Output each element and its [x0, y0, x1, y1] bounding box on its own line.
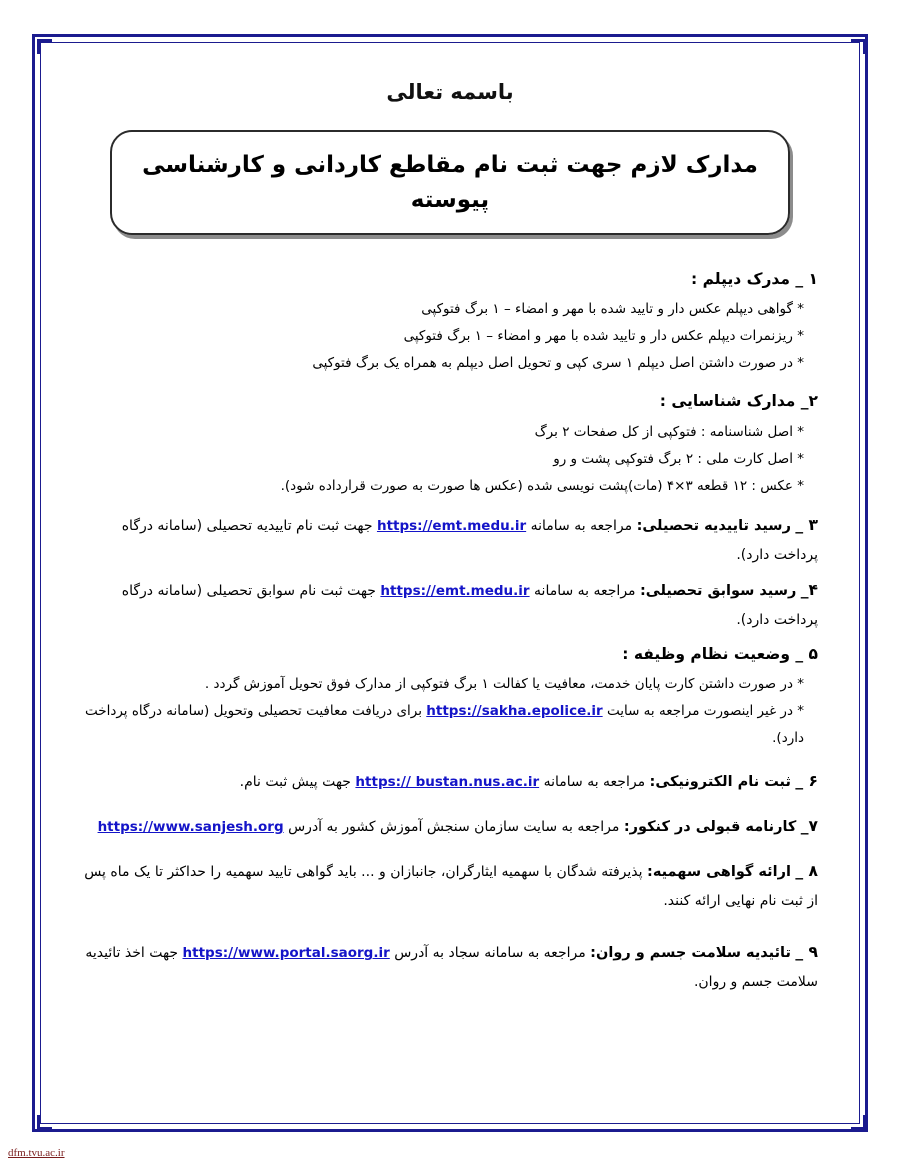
section-text-after: جهت پیش ثبت نام.: [239, 774, 351, 791]
section-number: ۲_: [800, 392, 818, 411]
list-item: * اصل شناسنامه : فتوکپی از کل صفحات ۲ برگ: [534, 423, 804, 440]
section-text-before: مراجعه به سامانه سجاد به آدرس: [394, 945, 586, 962]
link-portal-saorg-ir[interactable]: https://www.portal.saorg.ir: [182, 945, 390, 962]
section-paragraph: [82, 937, 818, 996]
link-emt-medu-ir-records[interactable]: https://emt.medu.ir: [380, 582, 530, 599]
section-identity-documents: [82, 387, 818, 499]
section-lead: ثبت نام الکترونیکی:: [649, 774, 791, 791]
section-number: ۸ _: [795, 862, 818, 881]
section-items: [82, 671, 818, 752]
section-text-after: جهت ثبت نام تاییدیه تحصیلی (سامانه درگاه پرداخت دارد).: [121, 517, 818, 563]
section-lead: رسید تاییدیه تحصیلی:: [636, 517, 791, 534]
list-item-text: * در غیر اینصورت مراجعه به سایت: [606, 703, 804, 720]
link-sakha-epolice-ir[interactable]: https://sakha.epolice.ir: [426, 703, 603, 720]
list-item: * در صورت داشتن اصل دیپلم ۱ سری کپی و تحویل اصل دیپلم به همراه یک برگ فتوکپی: [312, 355, 804, 372]
section-number: ۹ _: [795, 943, 818, 962]
list-item: * در صورت داشتن کارت پایان خدمت، معافیت یا کفالت ۱ برگ فتوکپی از مدارک فوق تحویل آموزش گردد .: [204, 676, 804, 693]
section-paragraph: [82, 766, 818, 797]
section-electronic-registration: [82, 766, 818, 797]
section-military-service-status: [82, 640, 818, 752]
section-diploma: [82, 265, 818, 377]
list-item-tail: برای دریافت معافیت تحصیلی وتحویل (سامانه درگاه پرداخت دارد).: [84, 703, 804, 747]
section-paragraph: [82, 575, 818, 634]
corner-ornament-bottom-left: [37, 1115, 52, 1130]
list-item: * ریزنمرات دیپلم عکس دار و تایید شده با مهر و امضاء – ۱ برگ فتوکپی: [403, 328, 804, 345]
section-text-before: مراجعه به سایت سازمان سنجش آموزش کشور به آدرس: [288, 819, 620, 836]
list-item: * گواهی دیپلم عکس دار و تایید شده با مهر و امضاء – ۱ برگ فتوکپی: [421, 301, 804, 318]
section-health-confirmation: [82, 937, 818, 996]
page-title: مدارک لازم جهت ثبت نام مقاطع کاردانی و کارشناسی پیوسته: [142, 152, 758, 213]
section-number: ۴_: [800, 580, 818, 599]
section-heading: [82, 387, 818, 416]
section-text-before: مراجعه به سامانه: [530, 517, 633, 534]
section-lead: رسید سوابق تحصیلی:: [640, 582, 797, 599]
section-items: [82, 419, 818, 500]
section-heading: [82, 265, 818, 294]
list-item: [82, 698, 818, 752]
section-academic-records-receipt: [82, 575, 818, 634]
section-title: وضعیت نظام وظیفه :: [622, 644, 790, 663]
section-title: مدرک دیپلم :: [691, 270, 790, 288]
section-title: مدارک شناسایی :: [659, 392, 796, 411]
corner-ornament-top-right: [851, 39, 866, 54]
section-konkur-result-sheet: [82, 811, 818, 842]
section-paragraph: [82, 856, 818, 915]
section-heading: [82, 640, 818, 669]
section-text-before: پذیرفته شدگان با سهمیه ایثارگران، جانبازان و ... باید گواهی تایید سهمیه را حداکثر تا یک ماه پس از ثبت نام نهایی ارائه کنند.: [84, 864, 818, 910]
corner-ornament-top-left: [37, 39, 52, 54]
list-item: * عکس : ۱۲ قطعه ۳×۴ (مات)پشت نویسی شده (عکس ها صورت به صورت قرارداده شود).: [280, 477, 804, 494]
section-lead: تائیدیه سلامت جسم و روان:: [590, 945, 791, 962]
section-text-before: مراجعه به سامانه: [534, 582, 636, 599]
section-paragraph: [82, 811, 818, 842]
section-quota-certificate: [82, 856, 818, 915]
link-emt-medu-ir[interactable]: https://emt.medu.ir: [376, 517, 527, 534]
section-paragraph: [82, 510, 818, 569]
link-sanjesh-org[interactable]: https://www.sanjesh.org: [97, 819, 284, 836]
section-number: ۵ _: [795, 644, 818, 663]
document-content: [60, 58, 840, 1108]
section-text-after: جهت اخذ تائیدیه سلامت جسم و روان.: [85, 945, 818, 991]
section-number: ۷_: [800, 817, 818, 836]
section-number: ۶ _: [795, 772, 818, 791]
site-watermark: dfm.tvu.ac.ir: [8, 1147, 65, 1159]
document-title-box: [110, 130, 790, 235]
link-bustan-nus-ac-ir[interactable]: https:// bustan.nus.ac.ir: [355, 774, 540, 791]
section-lead: کارنامه قبولی در کنکور:: [623, 819, 797, 836]
section-text-after: جهت ثبت نام سوابق تحصیلی (سامانه درگاه پرداخت دارد).: [121, 582, 818, 628]
section-items: [82, 296, 818, 377]
list-item: * اصل کارت ملی : ۲ برگ فتوکپی پشت و رو: [553, 450, 804, 467]
requirements-list: [82, 265, 818, 996]
corner-ornament-bottom-right: [851, 1115, 866, 1130]
section-number: ۱ _: [795, 270, 818, 288]
section-lead: ارائه گواهی سهمیه:: [647, 864, 791, 881]
section-number: ۳ _: [795, 515, 818, 534]
basmalah-heading: باسمه تعالی: [386, 80, 514, 104]
section-text-before: مراجعه به سامانه: [543, 774, 646, 791]
section-education-confirmation-receipt: [82, 510, 818, 569]
